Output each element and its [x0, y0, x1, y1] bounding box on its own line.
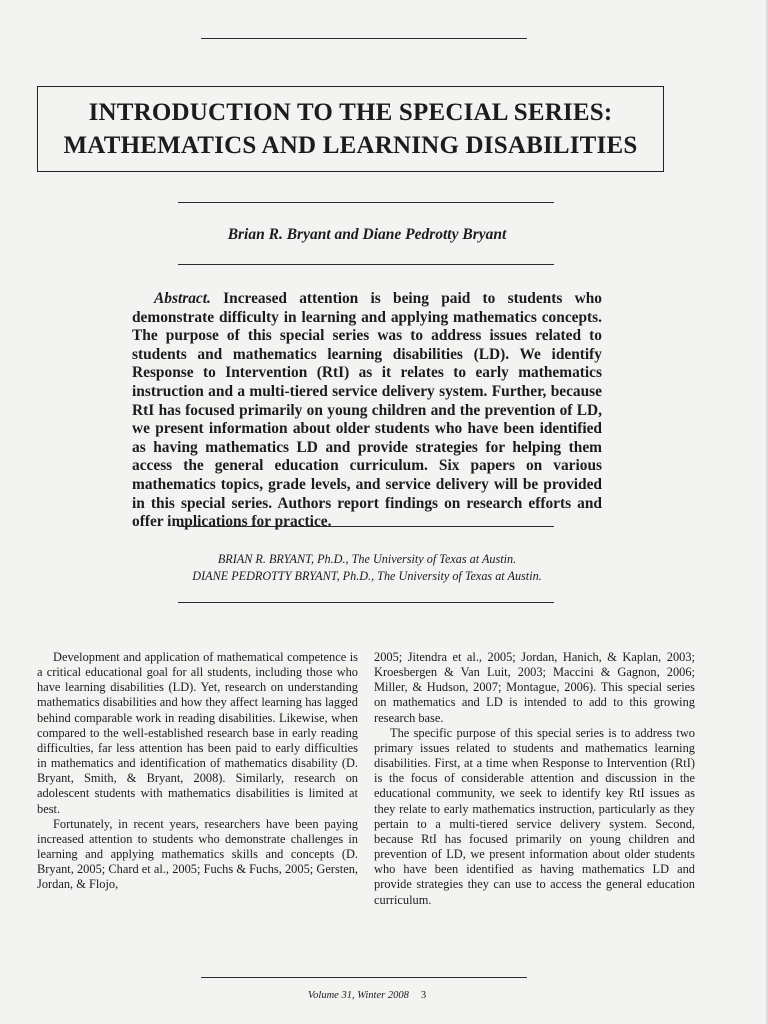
abstract-label: Abstract. [154, 290, 211, 307]
affiliation-2: DIANE PEDROTTY BRYANT, Ph.D., The University of Texas at Austin. [192, 569, 542, 583]
body-paragraph: The specific purpose of this special series is to address two primary issues related to students and mathematics learning disabilities. First, at a time when Response to Intervention (RtI) is the focus of considerable attention and discussion in the educational community, we seek to identify key RtI issues as they relate to early mathematics instruction, particularly as they pertain to a multi-tiered service delivery system. Second, because RtI has focused primarily on young children and prevention of LD, we present information about older students who have been identified as having mathematics LD and provide strategies they can use to access the general education curriculum. [374, 725, 695, 907]
rule-below-authors [178, 264, 554, 265]
page-number: 3 [420, 990, 427, 1001]
body-paragraph: 2005; Jitendra et al., 2005; Jordan, Hanich, & Kaplan, 2003; Kroesbergen & Van Luit, 2003; Maccini & Gagnon, 2006; Miller, & Hudson, 2007; Montague, 2006). This special series on mathematics and LD is intended to add to this growing research base. [374, 650, 695, 725]
body-paragraph: Development and application of mathematical competence is a critical educational goal for all students, including those who have learning disabilities (LD). Yet, research on understanding mathematics disabilities and how they affect learning has lagged behind comparable work in reading disabilities. Likewise, when compared to the well-established research base in early reading difficulties, far less attention has been paid to early difficulties in mathematics and identification of mathematics disability (D. Bryant, Smith, & Bryant, 2008). Similarly, research on adolescent students with mathematics disabilities is limited at best. [37, 650, 358, 816]
page-footer [0, 990, 734, 1001]
rule-below-affiliations [178, 602, 554, 603]
footer-rule [201, 977, 527, 978]
title-line-1: INTRODUCTION TO THE SPECIAL SERIES: [88, 99, 613, 126]
authors: Brian R. Bryant and Diane Pedrotty Bryant [227, 226, 507, 243]
body-paragraph: Fortunately, in recent years, researchers have been paying increased attention to students who demonstrate challenges in learning and applying mathematics skills and concepts (D. Bryant, 2005; Chard et al., 2005; Fuchs & Fuchs, 2005; Gersten, Jordan, & Flojo, [37, 816, 358, 892]
abstract-text: Increased attention is being paid to students who demonstrate difficulty in learning and applying mathematics concepts. The purpose of this special series was to address issues related to students and mathematics learning disabilities (LD). We identify Response to Intervention (RtI) as it relates to early mathematics instruction and a multi-tiered service delivery system. Further, because RtI has focused primarily on young children and the prevention of LD, we present information about older students who have been identified as having mathematics LD and provide strategies for helping them access the general education curriculum. Six papers on various mathematics topics, grade levels, and service delivery will be provided in this special series. Authors report findings on research efforts and offer implications for practice. [132, 290, 602, 531]
abstract [132, 290, 602, 532]
title-box [37, 86, 664, 172]
journal-volume: Volume 31, Winter 2008 [307, 990, 409, 1001]
affiliation-1: BRIAN R. BRYANT, Ph.D., The University of Texas at Austin. [217, 552, 517, 566]
rule-above-authors [178, 202, 554, 203]
top-rule [201, 38, 527, 39]
title-line-2: MATHEMATICS AND LEARNING DISABILITIES [63, 132, 638, 159]
rule-above-affiliations [178, 526, 554, 527]
body-column-right [374, 650, 695, 908]
body-column-left [37, 650, 358, 893]
